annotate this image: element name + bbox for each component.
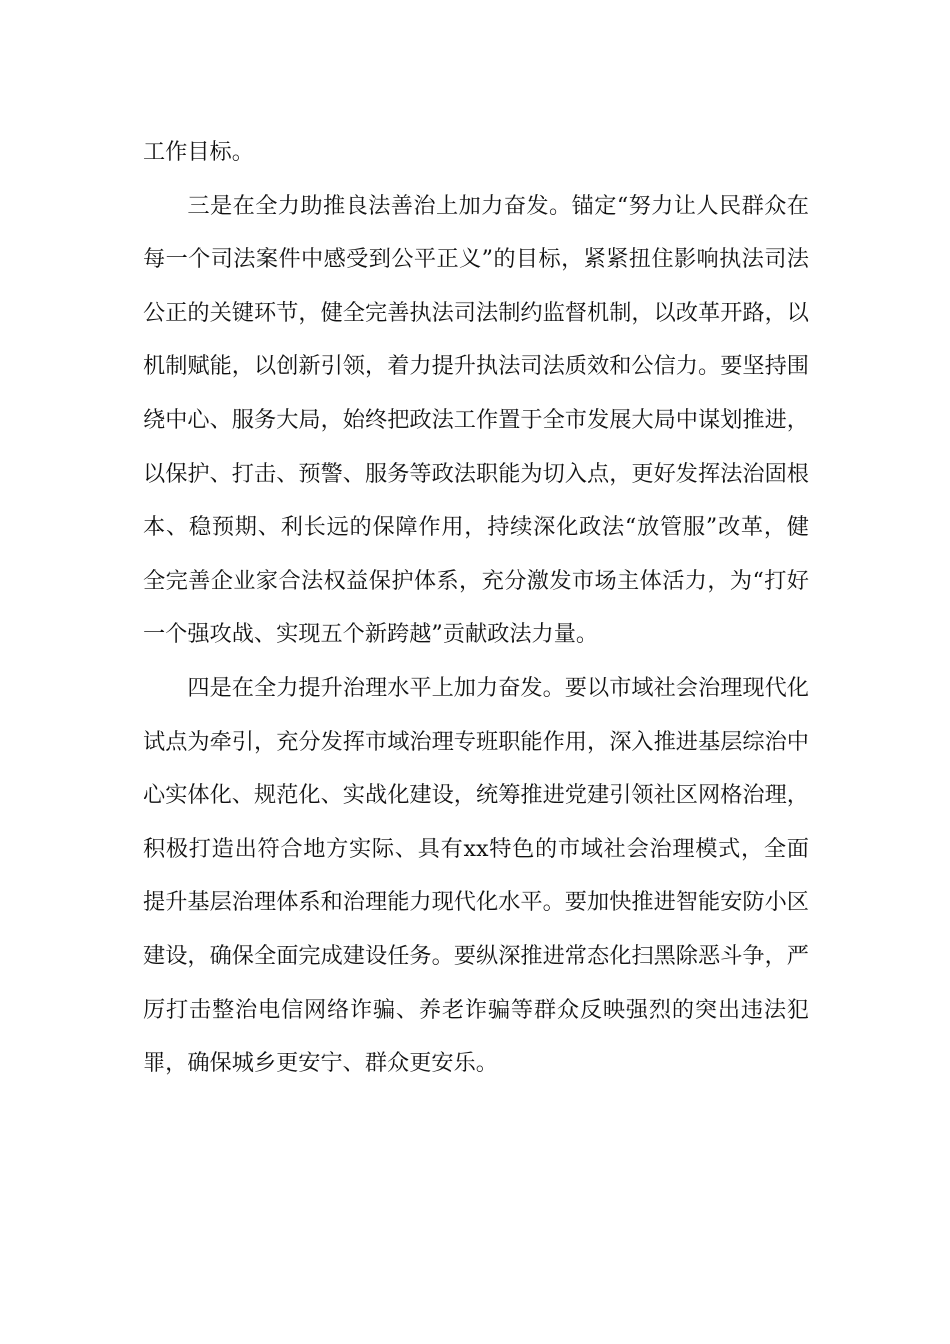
paragraph-continuation: 工作目标。: [143, 139, 254, 165]
paragraph-governance: 四是在全力提升治理水平上加力奋发。要以市域社会治理现代化试点为牵引，充分发挥市域治理专班职能作用，深入推进基层综治中心实体化、规范化、实战化建设，统筹推进党建引领社区网格治理，积极打造出符合地方实际、具有xx特色的市域社会治理模式，全面提升基层治理体系和治理能力现代化水平。要加快推进智能安防小区建设，确保全面完成建设任务。要纵深推进常态化扫黑除恶斗争，严厉打击整治电信网络诈骗、养老诈骗等群众反映强烈的突出违法犯罪，确保城乡更安宁、群众更安乐。: [143, 674, 809, 1077]
document-body: [143, 126, 809, 1091]
paragraph-rule-of-law: 三是在全力助推良法善治上加力奋发。锚定“努力让人民群众在每一个司法案件中感受到公平正义”的目标，紧紧扭住影响执法司法公正的关键环节，健全完善执法司法制约监督机制，以改革开路，以机制赋能，以创新引领，着力提升执法司法质效和公信力。要坚持围绕中心、服务大局，始终把政法工作置于全市发展大局中谋划推进，以保护、打击、预警、服务等政法职能为切入点，更好发挥法治固根本、稳预期、利长远的保障作用，持续深化政法“放管服”改革，健全完善企业家合法权益保护体系，充分激发市场主体活力，为“打好一个强攻战、实现五个新跨越”贡献政法力量。: [143, 192, 809, 648]
